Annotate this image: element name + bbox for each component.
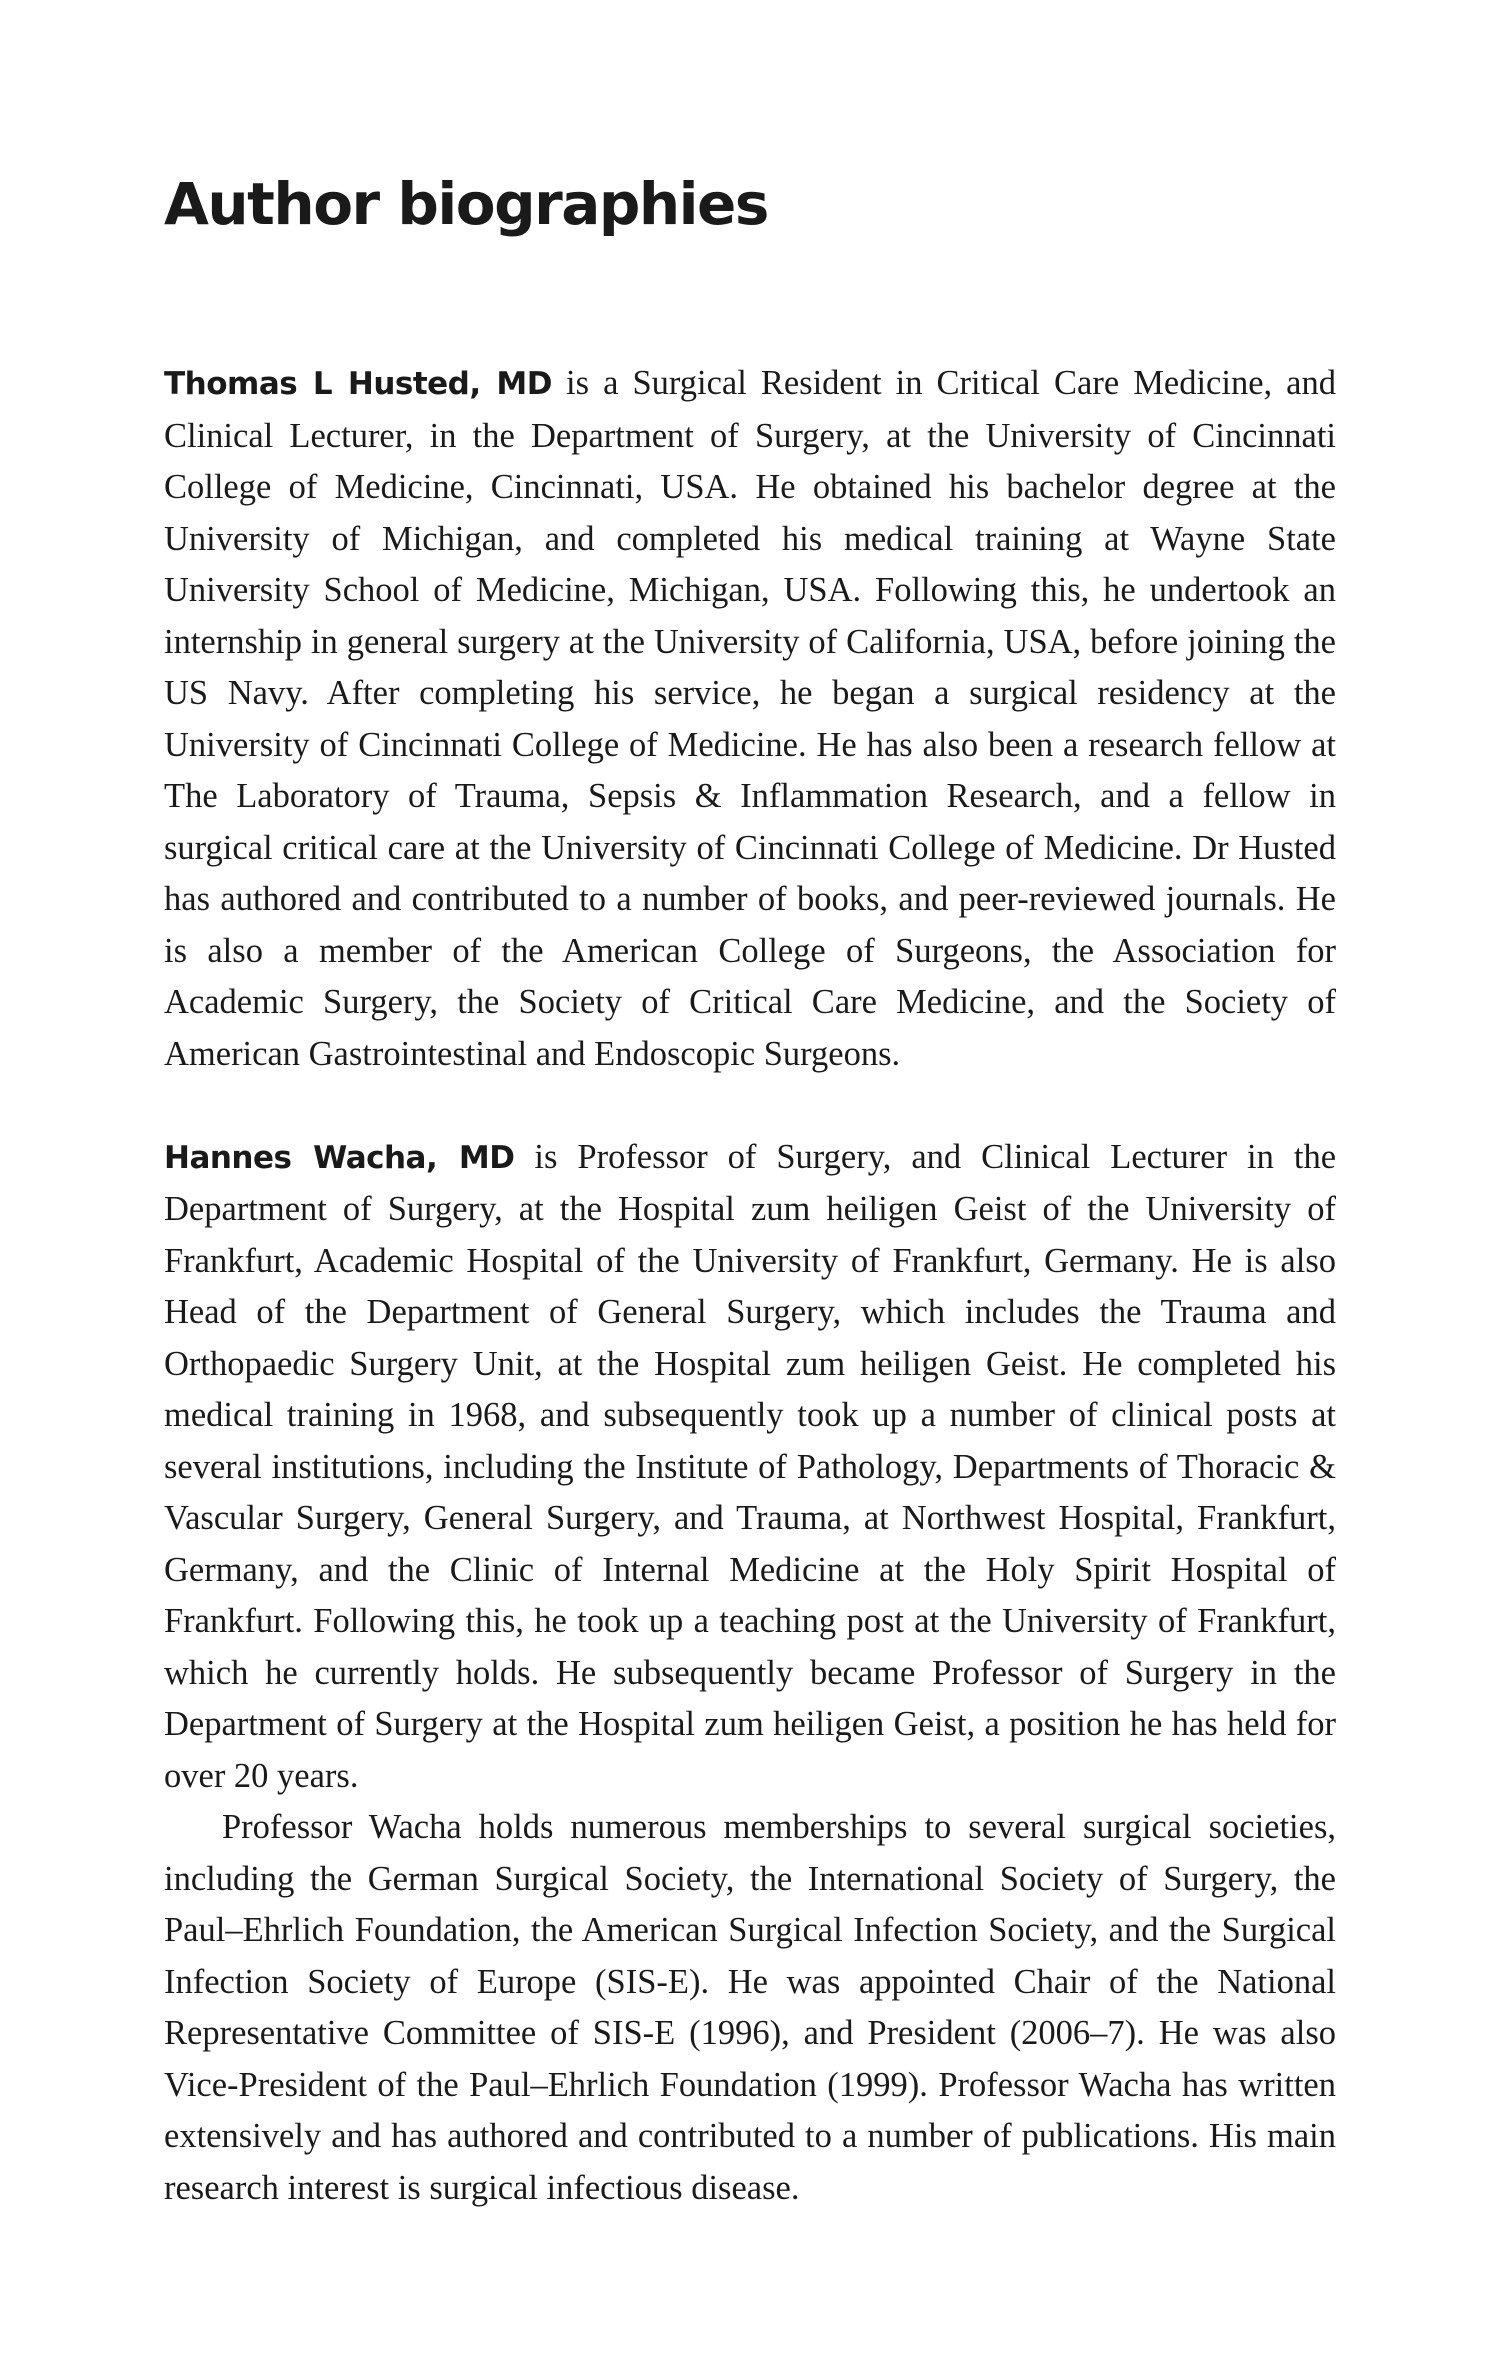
author-name: Thomas L Husted, MD xyxy=(164,366,552,402)
bio-paragraph xyxy=(164,358,1336,1080)
bio-wacha xyxy=(164,1132,1336,2215)
bio-paragraph xyxy=(164,1132,1336,1803)
author-name: Hannes Wacha, MD xyxy=(164,1139,515,1176)
bio-paragraph: Professor Wacha holds numerous memberships to several surgical societies, including the German Surgical Society, the International Society of Surgery, the Paul–Ehrlich Foundation, the American Surgical Infection Society, and the Surgical Infection Society of Europe (SIS-E). He was appointed Chair of the National Representative Committee of SIS-E (1996), and President (2006–7). He was also Vice-President of the Paul–Ehrlich Foundation (1999). Professor Wacha has written extensively and has authored and contributed to a number of publications. His main research interest is surgical infectious disease. xyxy=(164,1808,1336,2207)
bio-text: is a Surgical Resident in Critical Care Medicine, and Clinical Lecturer, in the Department of Surgery, at the University of Cincinnati College of Medicine, Cincinnati, USA. He obtained his bachelor degree at the University of Michigan, and completed his medical training at Wayne State University School of Medicine, Michigan, USA. Following this, he undertook an internship in general surgery at the University of California, USA, before joining the US Navy. After completing his service, he began a surgical residency at the University of Cincinnati College of Medicine. He has also been a research fellow at The Laboratory of Trauma, Sepsis & Inflammation Research, and a fellow in surgical critical care at the University of Cincinnati College of Medicine. Dr Husted has authored and contributed to a number of books, and peer-reviewed journals. He is also a member of the American College of Surgeons, the Association for Academic Surgery, the Society of Critical Care Medicine, and the Society of American Gastrointestinal and Endoscopic Surgeons. xyxy=(164,364,1336,1073)
biographies-body xyxy=(164,358,1336,2214)
page-heading: Author biographies xyxy=(164,170,768,238)
bio-text: is Professor of Surgery, and Clinical Lecturer in the Department of Surgery, at the Hospital zum heiligen Geist of the University of Frankfurt, Academic Hospital of the University of Frankfurt, Germany. He is also Head of the Department of General Surgery, which includes the Trauma and Orthopaedic Surgery Unit, at the Hospital zum heiligen Geist. He completed his medical training in 1968, and subsequently took up a number of clinical posts at several institutions, including the Institute of Pathology, Departments of Thoracic & Vascular Surgery, General Surgery, and Trauma, at Northwest Hospital, Frankfurt, Germany, and the Clinic of Internal Medicine at the Holy Spirit Hospital of Frankfurt. Following this, he took up a teaching post at the University of Frankfurt, which he currently holds. He subsequently became Professor of Surgery in the Department of Surgery at the Hospital zum heiligen Geist, a position he has held for over 20 years. xyxy=(164,1137,1337,1795)
bio-husted xyxy=(164,358,1336,1080)
